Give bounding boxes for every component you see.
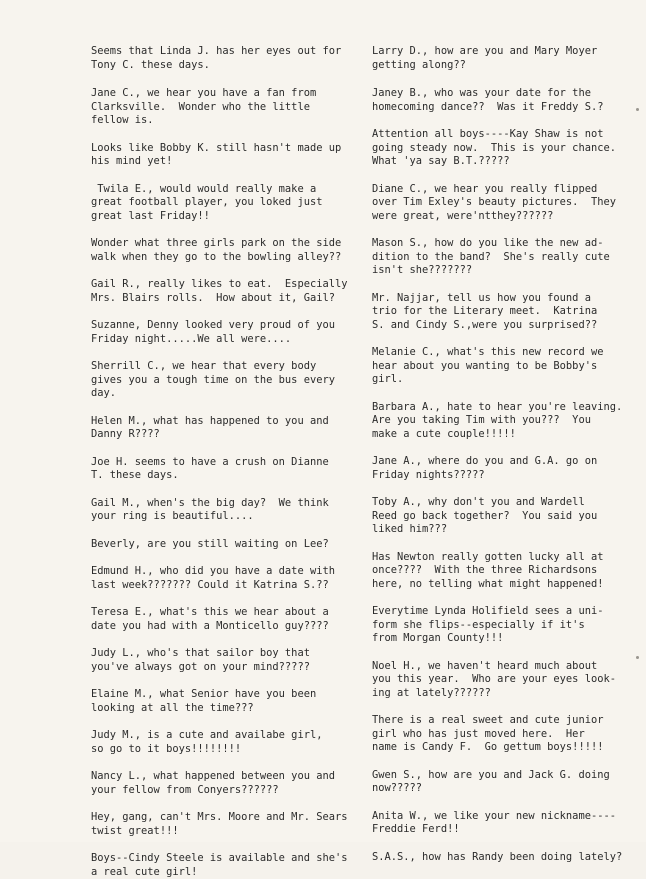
gossip-item: Jane A., where do you and G.A. go on Friday nights????? (372, 455, 598, 481)
gossip-item: Diane C., we hear you really flipped over Tim Exley's beauty pictures. They were great, were'ntthey?????? (372, 182, 616, 222)
gossip-item: Has Newton really gotten lucky all at once???? With the three Richardsons here, no telling what might happened! (372, 550, 604, 590)
gossip-item: Larry D., how are you and Mary Moyer getting along?? (372, 45, 598, 71)
gossip-item: Gwen S., how are you and Jack G. doing now????? (372, 768, 610, 794)
staple-hole (636, 108, 639, 111)
gossip-item: Everytime Lynda Holifield sees a uni- form she flips--especially if it's from Morgan County!!! (372, 605, 604, 644)
gossip-item: Seems that Linda J. has her eyes out for Tony C. these days. (91, 45, 342, 71)
gossip-item: Jane C., we hear you have a fan from Clarksville. Wonder who the little fellow is. (91, 87, 317, 126)
gossip-item: Hey, gang, can't Mrs. Moore and Mr. Sears twist great!!! (91, 811, 348, 837)
gossip-column-left (91, 45, 361, 879)
gossip-item: Barbara A., hate to hear you're leaving. Are you taking Tim with you??? You make a cute couple!!!!! (372, 400, 623, 440)
gossip-item: Noel H., we haven't heard much about you this year. Who are your eyes look- ing at lately?????? (372, 659, 616, 699)
gossip-item: Anita W., we like your new nickname---- Freddie Ferd!! (372, 809, 616, 835)
gossip-item: Judy M., is a cute and availabe girl, so go to it boys!!!!!!!! (91, 729, 323, 755)
gossip-item: There is a real sweet and cute junior girl who has just moved here. Her name is Candy F. Go gettum boys!!!!! (372, 714, 604, 753)
gossip-item: Edmund H., who did you have a date with last week??????? Could it Katrina S.?? (91, 565, 335, 591)
gossip-item: Judy L., who's that sailor boy that you've always got on your mind????? (91, 647, 310, 673)
gossip-item: Teresa E., what's this we hear about a date you had with a Monticello guy???? (91, 606, 329, 632)
gossip-item: S.A.S., how has Randy been doing lately? (372, 850, 623, 863)
gossip-item: Joe H. seems to have a crush on Dianne T. these days. (91, 455, 329, 481)
gossip-item: Gail R., really likes to eat. Especially Mrs. Blairs rolls. How about it, Gail? (91, 278, 348, 304)
gossip-column-right (372, 45, 634, 864)
staple-hole (636, 656, 639, 659)
gossip-item: Sherrill C., we hear that every body gives you a tough time on the bus every day. (91, 360, 335, 399)
gossip-item: Attention all boys----Kay Shaw is not going steady now. This is your chance. What 'ya say B.T.????? (372, 128, 616, 167)
gossip-item: Boys--Cindy Steele is available and she's a real cute girl! (91, 852, 348, 878)
gossip-item: Janey B., who was your date for the homecoming dance?? Was it Freddy S.? (372, 87, 604, 113)
gossip-item: Mason S., how do you like the new ad- dition to the band? She's really cute isn't she??????? (372, 237, 610, 276)
gossip-item: Melanie C., what's this new record we hear about you wanting to be Bobby's girl. (372, 346, 604, 385)
gossip-item: Looks like Bobby K. still hasn't made up his mind yet! (91, 141, 342, 167)
gossip-item: Nancy L., what happened between you and your fellow from Conyers?????? (91, 770, 335, 796)
gossip-item: Toby A., why don't you and Wardell Reed go back together? You said you liked him??? (372, 496, 598, 535)
gossip-item: Helen M., what has happened to you and Danny R???? (91, 414, 329, 440)
gossip-item: Mr. Najjar, tell us how you found a trio for the Literary meet. Katrina S. and Cindy S.,were you surprised?? (372, 291, 598, 331)
gossip-item: Wonder what three girls park on the side walk when they go to the bowling alley?? (91, 237, 342, 263)
gossip-item: Elaine M., what Senior have you been looking at all the time??? (91, 688, 317, 714)
gossip-item: Gail M., when's the big day? We think your ring is beautiful.... (91, 496, 329, 522)
gossip-item: Twila E., would would really make a great football player, you loked just great last Friday!! (91, 182, 323, 222)
gossip-item: Beverly, are you still waiting on Lee? (91, 537, 329, 550)
gossip-item: Suzanne, Denny looked very proud of you Friday night.....We all were.... (91, 319, 335, 345)
